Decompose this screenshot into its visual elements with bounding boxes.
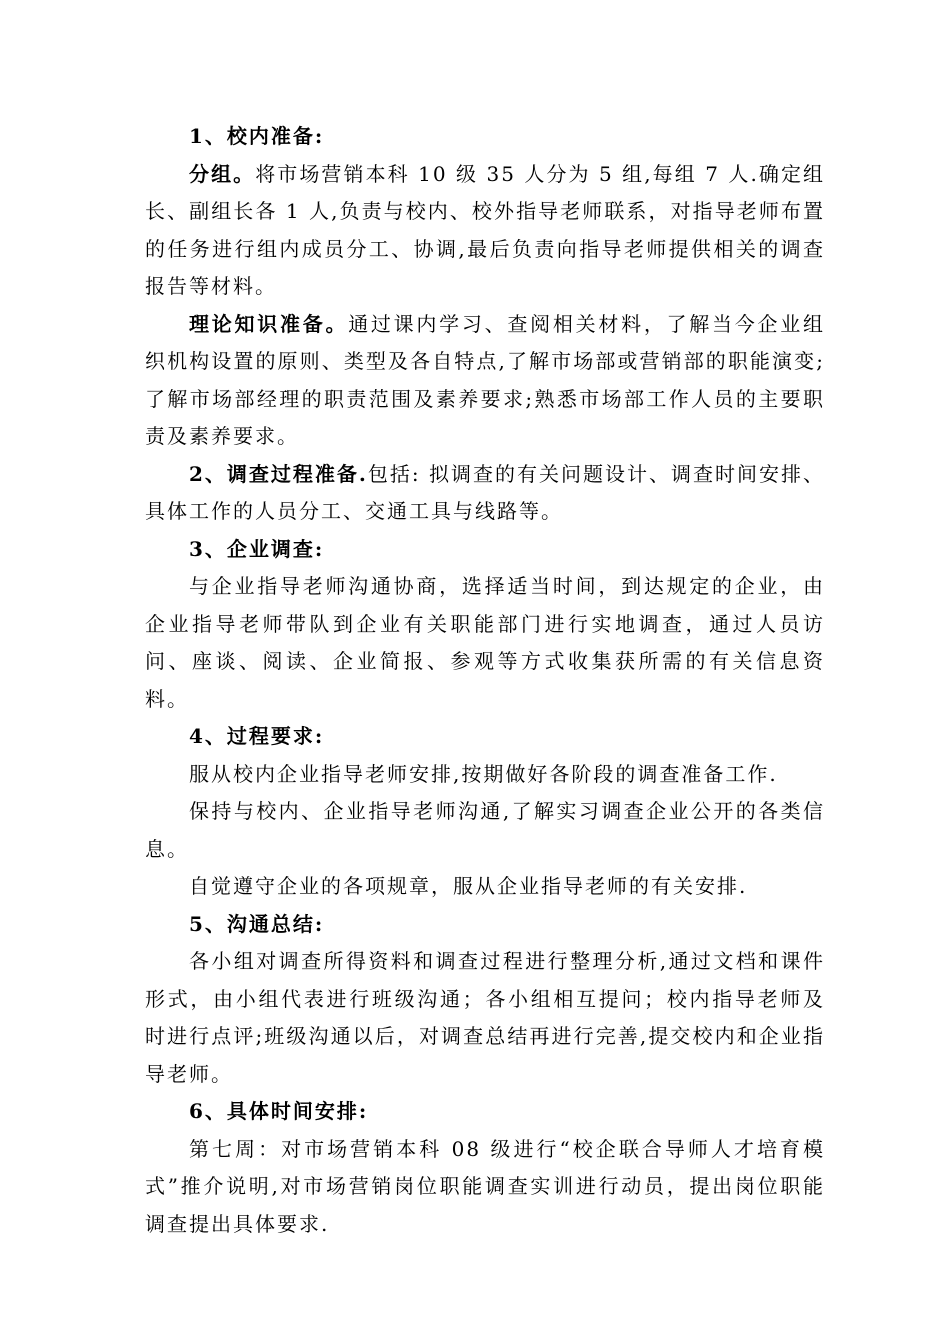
paragraph-lead-grouping: 分组。 [189,161,256,186]
section-heading-school-prep: 1、校内准备: [189,124,325,148]
paragraph-communication-summary: 各小组对调查所得资料和调查过程进行整理分析,通过文档和课件形式，由小组代表进行班级沟通；各小组相互提问；校内指导老师及时进行点评;班级沟通以后，对调查总结再进行完善,提交校内和企业指导老师。 [145,949,825,1086]
paragraph-text-grouping: 将市场营销本科 10 级 35 人分为 5 组,每组 7 人.确定组长、副组长各 1 人,负责与校内、校外指导老师联系，对指导老师布置的任务进行组内成员分工、协调,最后负责向指导老师提供相关的调查报告等材料。 [145,161,826,298]
paragraph-grouping [145,156,825,306]
section-heading-schedule: 6、具体时间安排: [189,1099,369,1123]
paragraph-requirement-2: 保持与校内、企业指导老师沟通,了解实习调查企业公开的各类信息。 [145,799,825,861]
section-heading-communication-summary: 5、沟通总结: [189,911,325,936]
section-heading-enterprise-survey: 3、企业调查: [189,536,325,561]
section-heading-survey-process: 2、调查过程准备. [189,461,368,486]
document-page [145,118,825,1243]
paragraph-lead-theory: 理论知识准备。 [189,311,349,336]
paragraph-text-theory: 通过课内学习、查阅相关材料，了解当今企业组织机构设置的原则、类型及各自特点,了解市场部或营销部的职能演变;了解市场部经理的职责范围及素养要求;熟悉市场部工作人员的主要职责及素养要求。 [145,311,826,448]
paragraph-requirement-3: 自觉遵守企业的各项规章，服从企业指导老师的有关安排. [189,874,748,898]
paragraph-schedule-week7: 第七周：对市场营销本科 08 级进行“校企联合导师人才培育模式”推介说明,对市场营销岗位职能调查实训进行动员，提出岗位职能调查提出具体要求. [145,1136,825,1236]
paragraph-text-survey-process: 包括: 拟调查的有关问题设计、调查时间安排、具体工作的人员分工、交通工具与线路等。 [145,461,825,523]
section-heading-process-requirements: 4、过程要求: [189,724,325,748]
paragraph-survey-process-prep [145,456,825,531]
paragraph-requirement-1: 服从校内企业指导老师安排,按期做好各阶段的调查准备工作. [189,761,778,786]
paragraph-theory-prep [145,306,825,456]
paragraph-enterprise-survey: 与企业指导老师沟通协商，选择适当时间，到达规定的企业，由企业指导老师带队到企业有关职能部门进行实地调查，通过人员访问、座谈、阅读、企业简报、参观等方式收集获所需的有关信息资料。 [145,574,825,711]
